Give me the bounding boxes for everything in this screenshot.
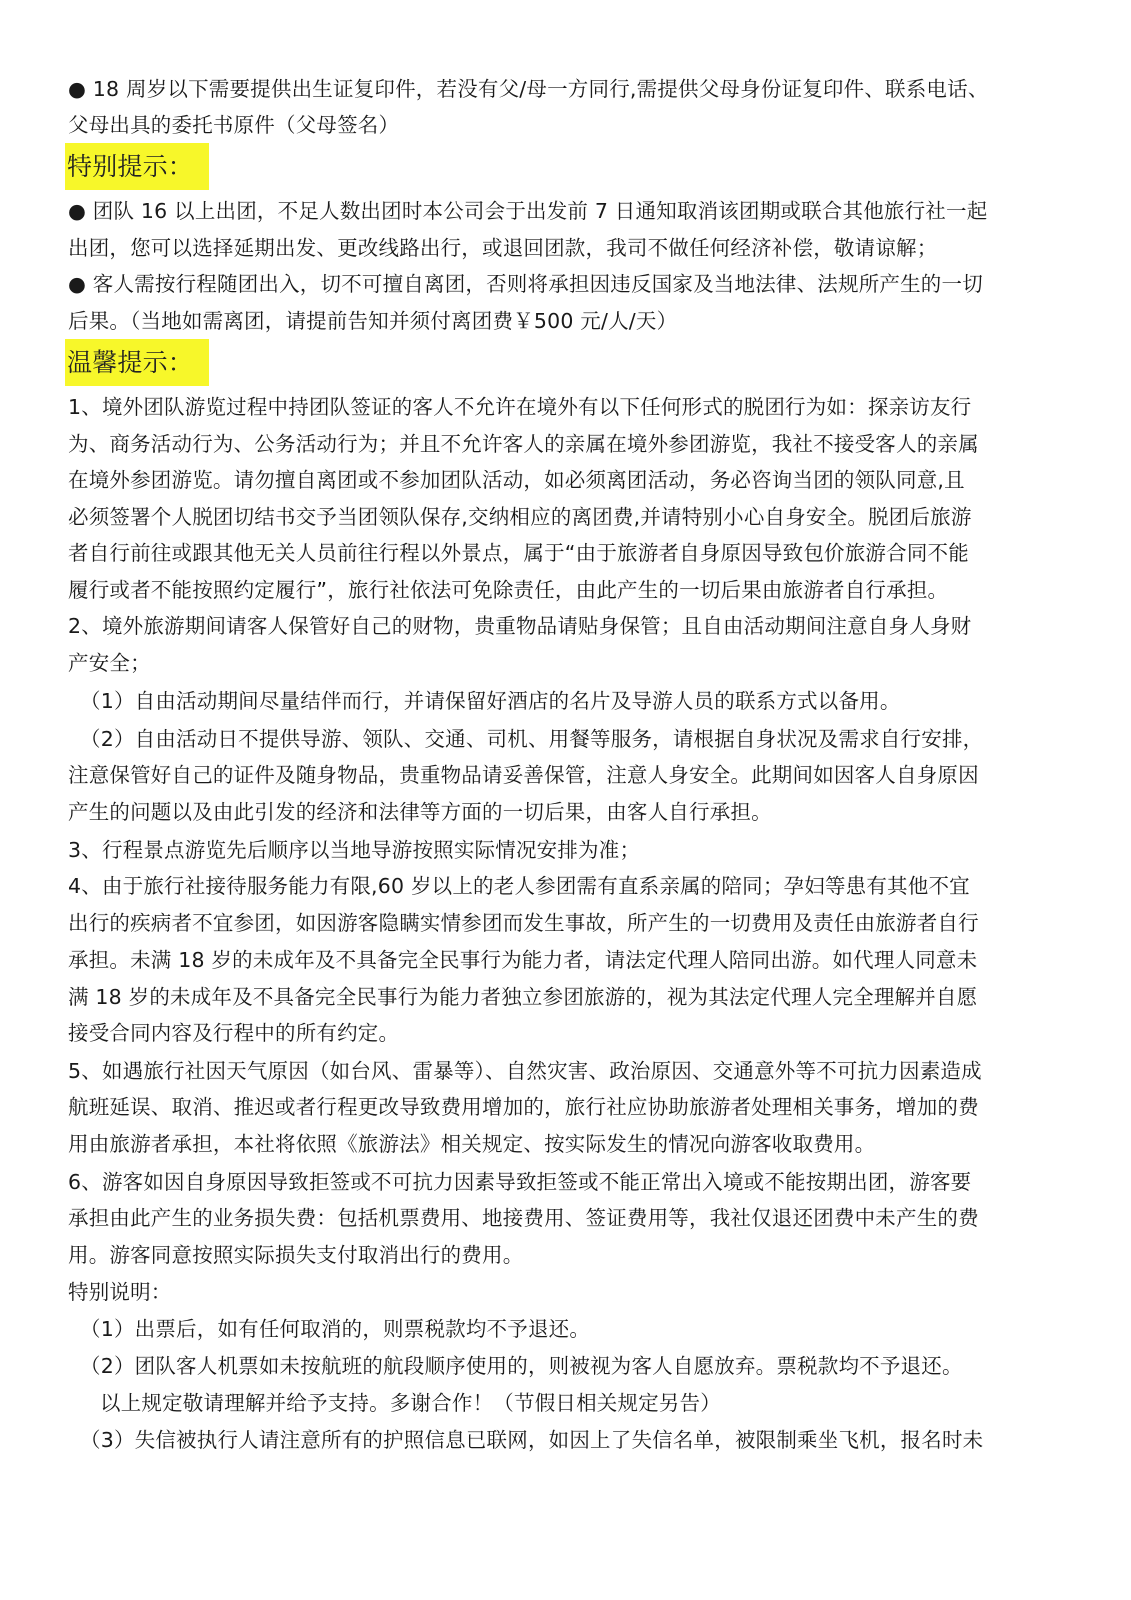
special-notice-line: ● 团队 16 以上出团，不足人数出团时本公司会于出发前 7 日通知取消该团期或联合其他旅行社一起	[68, 199, 988, 223]
special-notice-heading: 特别提示：	[65, 143, 209, 190]
special-statement-item: （1）出票后，如有任何取消的，则票税款均不予退还。	[80, 1317, 591, 1341]
warm-notice-subitem: （2）自由活动日不提供导游、领队、交通、司机、用餐等服务，请根据自身状况及需求自行安排，	[80, 727, 984, 751]
warm-notice-line: 在境外参团游览。请勿擅自离团或不参加团队活动，如必须离团活动，务必咨询当团的领队同意,且	[68, 468, 965, 492]
warm-notice-line: 注意保管好自己的证件及随身物品，贵重物品请妥善保管，注意人身安全。此期间如因客人自身原因	[68, 763, 979, 787]
warm-notice-line: 5、如遇旅行社因天气原因（如台风、雷暴等）、自然灾害、政治原因、交通意外等不可抗力因素造成	[68, 1059, 982, 1083]
warm-notice-line: 履行或者不能按照约定履行”，旅行社依法可免除责任，由此产生的一切后果由旅游者自行承担。	[68, 578, 949, 602]
warm-notice-line: 为、商务活动行为、公务活动行为；并且不允许客人的亲属在境外参团游览，我社不接受客人的亲属	[68, 432, 979, 456]
special-statement-item: （3）失信被执行人请注意所有的护照信息已联网，如因上了失信名单，被限制乘坐飞机，报名时未	[80, 1428, 984, 1452]
bullet-minor-requirements-line-1: ● 18 周岁以下需要提供出生证复印件，若没有父/母一方同行,需提供父母身份证复印件、联系电话、	[68, 77, 989, 101]
bullet-minor-requirements-line-2: 父母出具的委托书原件（父母签名）	[68, 113, 400, 137]
warm-notice-line: 1、境外团队游览过程中持团队签证的客人不允许在境外有以下任何形式的脱团行为如：探亲访友行	[68, 395, 972, 419]
warm-notice-line: 必须签署个人脱团切结书交予当团领队保存,交纳相应的离团费,并请特别小心自身安全。脱团后旅游	[68, 505, 972, 529]
warm-notice-line: 3、行程景点游览先后顺序以当地导游按照实际情况安排为准；	[68, 838, 641, 862]
warm-notice-line: 产生的问题以及由此引发的经济和法律等方面的一切后果，由客人自行承担。	[68, 800, 772, 824]
warm-notice-line: 6、游客如因自身原因导致拒签或不可抗力因素导致拒签或不能正常出入境或不能按期出团，游客要	[68, 1170, 972, 1194]
warm-notice-line: 承担由此产生的业务损失费：包括机票费用、地接费用、签证费用等，我社仅退还团费中未产生的费	[68, 1206, 979, 1230]
warm-notice-line: 用。游客同意按照实际损失支付取消出行的费用。	[68, 1243, 524, 1267]
special-notice-line: 后果。（当地如需离团，请提前告知并须付离团费￥500 元/人/天）	[68, 309, 678, 333]
warm-notice-line: 者自行前往或跟其他无关人员前往行程以外景点，属于“由于旅游者自身原因导致包价旅游合同不能	[68, 541, 969, 565]
warm-notice-line: 满 18 岁的未成年及不具备完全民事行为能力者独立参团旅游的，视为其法定代理人完全理解并自愿	[68, 985, 978, 1009]
special-statement-heading: 特别说明：	[68, 1280, 172, 1304]
warm-notice-line: 接受合同内容及行程中的所有约定。	[68, 1021, 400, 1045]
warm-notice-line: 承担。未满 18 岁的未成年及不具备完全民事行为能力者，请法定代理人陪同出游。如代理人同意未	[68, 948, 978, 972]
warm-notice-line: 航班延误、取消、推迟或者行程更改导致费用增加的，旅行社应协助旅游者处理相关事务，增加的费	[68, 1095, 979, 1119]
warm-notice-subitem: （1）自由活动期间尽量结伴而行，并请保留好酒店的名片及导游人员的联系方式以备用。	[80, 689, 901, 713]
warm-notice-line: 4、由于旅行社接待服务能力有限,60 岁以上的老人参团需有直系亲属的陪同；孕妇等患有其他不宜	[68, 874, 970, 898]
warm-notice-line: 用由旅游者承担，本社将依照《旅游法》相关规定、按实际发生的情况向游客收取费用。	[68, 1132, 876, 1156]
warm-notice-line: 2、境外旅游期间请客人保管好自己的财物，贵重物品请贴身保管；且自由活动期间注意自身人身财	[68, 614, 972, 638]
special-statement-note: 以上规定敬请理解并给予支持。多谢合作！（节假日相关规定另告）	[100, 1391, 721, 1415]
warm-notice-heading: 温馨提示：	[65, 339, 209, 386]
special-statement-item: （2）团队客人机票如未按航班的航段顺序使用的，则被视为客人自愿放弃。票税款均不予退还。	[80, 1354, 963, 1378]
warm-notice-line: 出行的疾病者不宜参团，如因游客隐瞒实情参团而发生事故，所产生的一切费用及责任由旅游者自行	[68, 911, 979, 935]
special-notice-line: 出团，您可以选择延期出发、更改线路出行，或退回团款，我司不做任何经济补偿，敬请谅解；	[68, 236, 938, 260]
warm-notice-line: 产安全；	[68, 651, 151, 675]
special-notice-line: ● 客人需按行程随团出入，切不可擅自离团，否则将承担因违反国家及当地法律、法规所产生的一切	[68, 272, 983, 296]
